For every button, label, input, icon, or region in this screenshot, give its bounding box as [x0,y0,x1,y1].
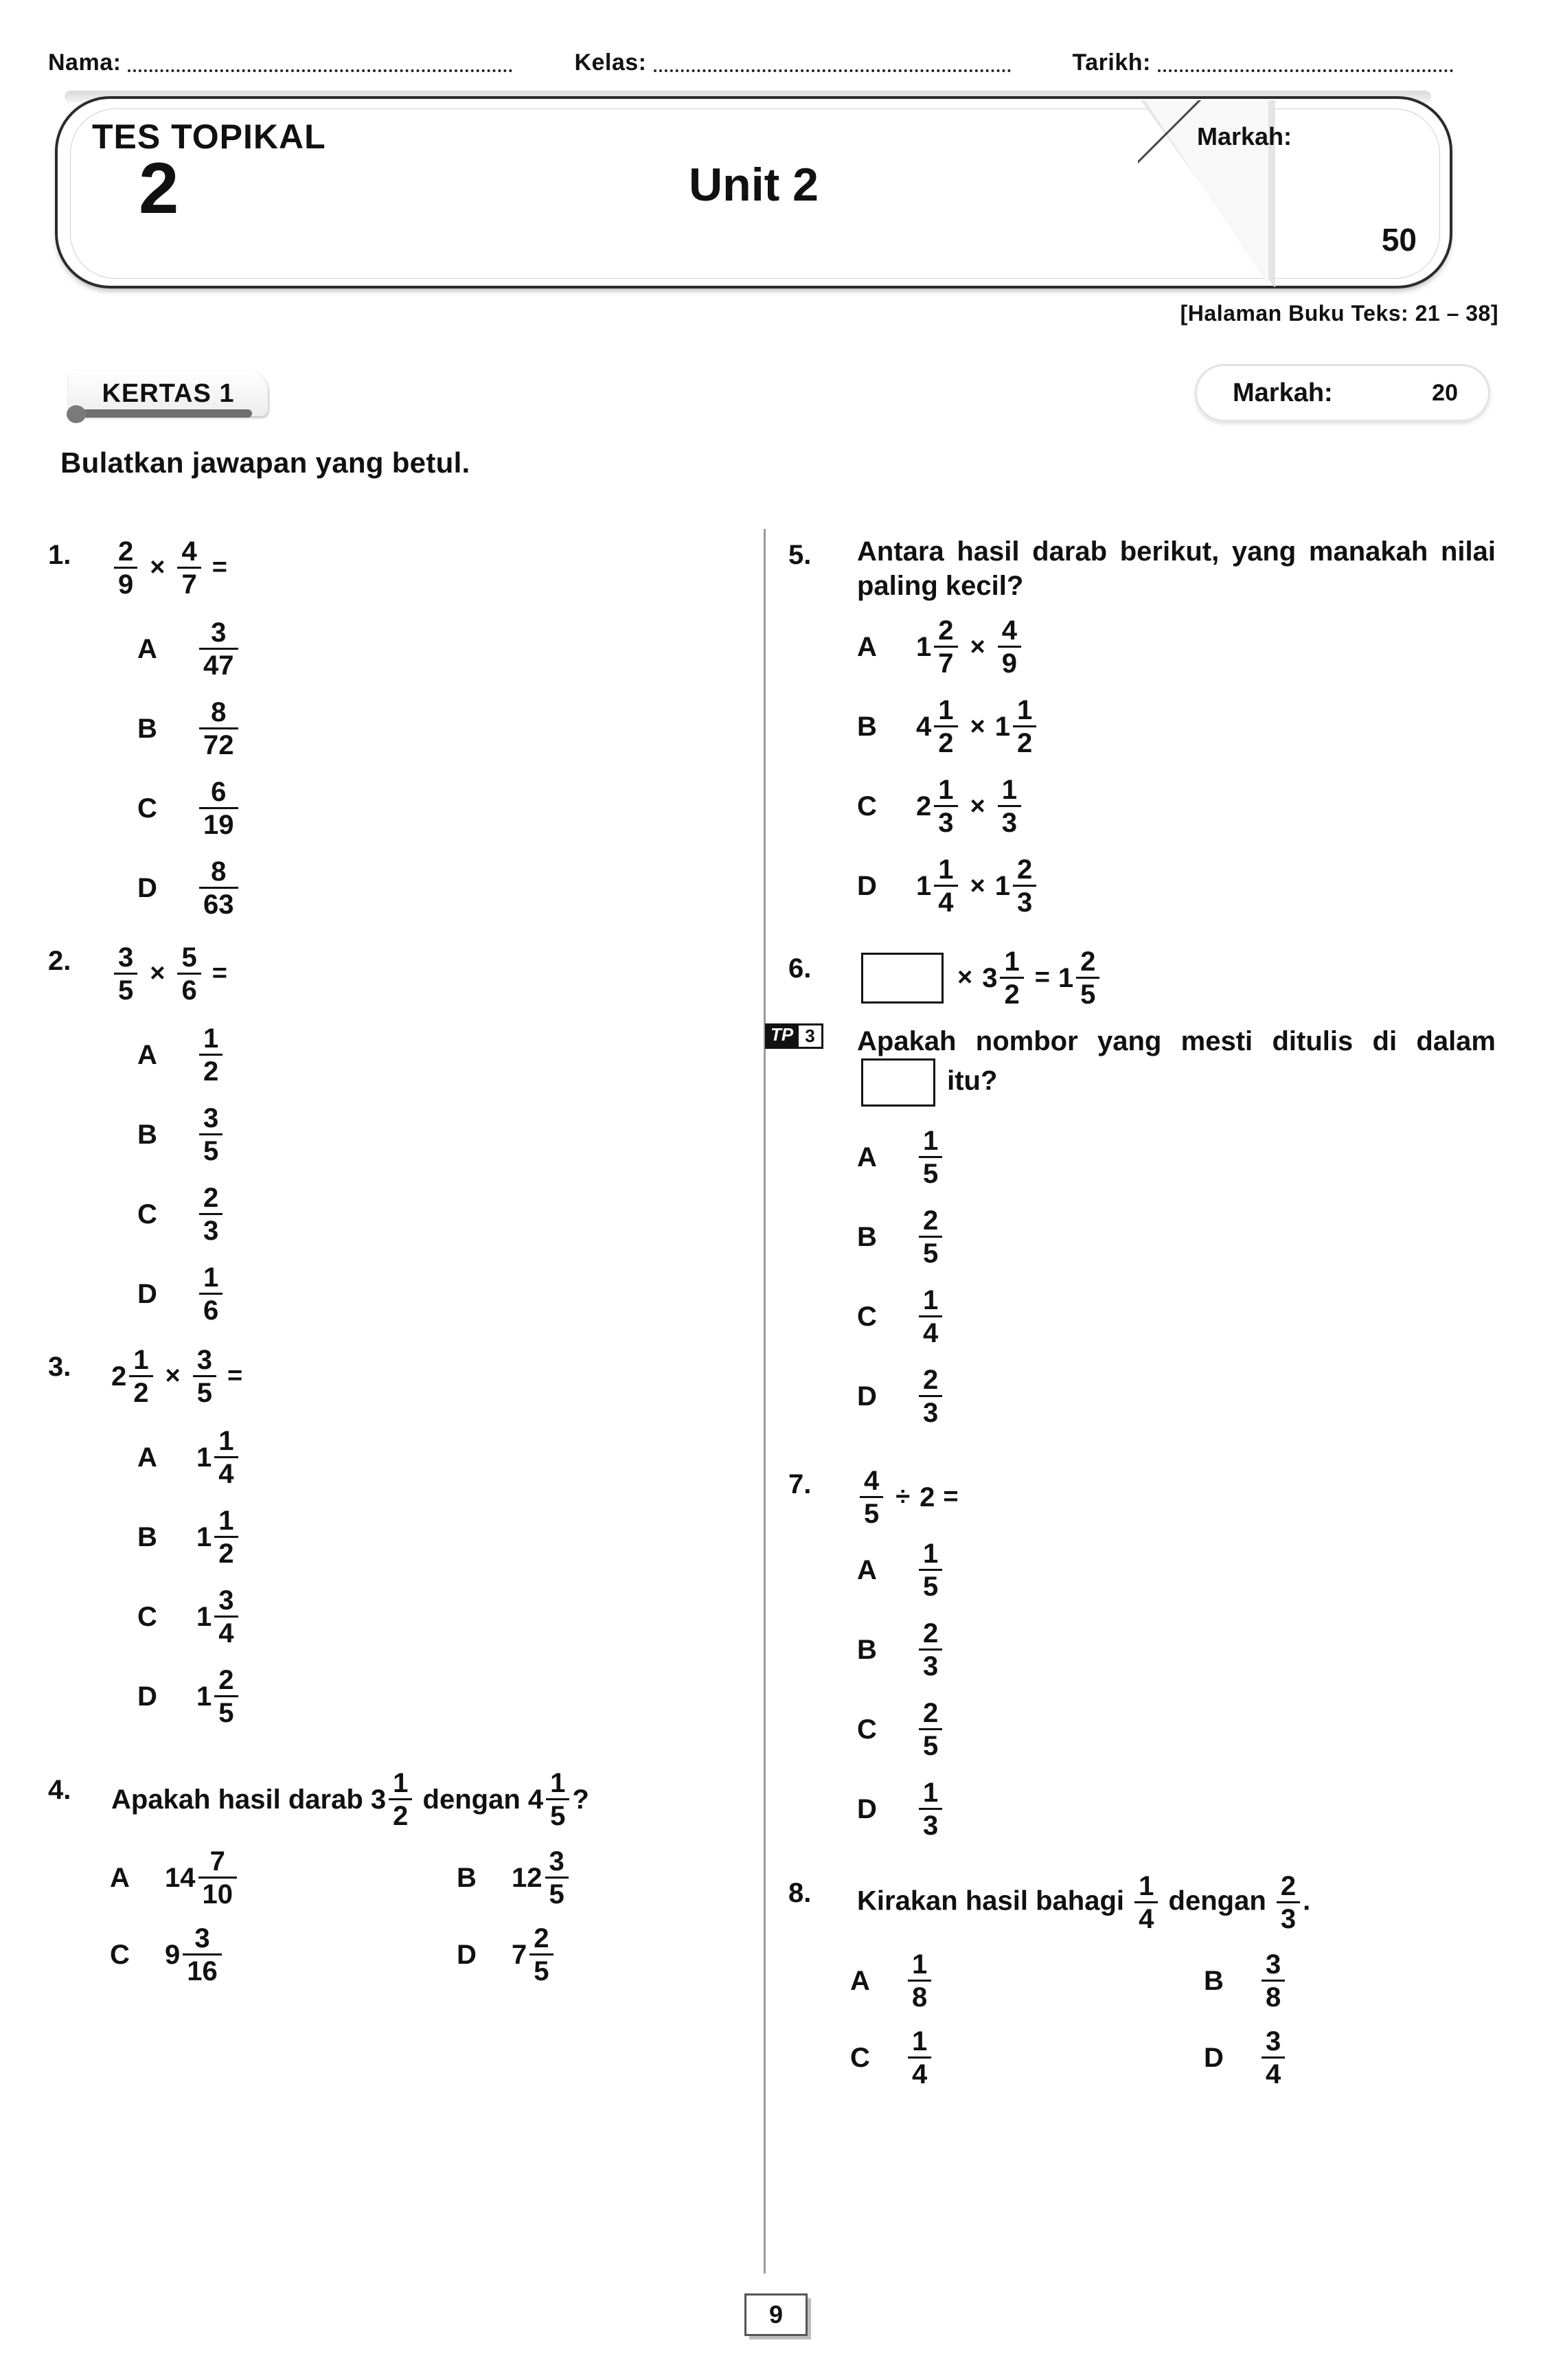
banner-markah-label: Markah: [1196,122,1292,150]
question-2-stem [111,935,742,1004]
q1-operand-b: $\frac{4}{7}$ [177,538,201,598]
student-info-row [48,49,1497,76]
q7-operand-b: 2 [920,1482,935,1512]
q8-text-after: . [1303,1885,1311,1916]
q6-answer-blank-box[interactable] [861,953,944,1004]
q8-fraction-2: $\frac{2}{3}$ [1277,1872,1300,1933]
question-6-option-d[interactable]: D $\frac{2}{3}$ [788,1357,1496,1436]
textbook-page-reference: [Halaman Buku Teks: 21 – 38] [1180,301,1498,326]
question-6-option-c[interactable]: C $\frac{1}{4}$ [788,1277,1496,1357]
kelas-input-line[interactable] [654,69,1011,72]
paper-tab-label: KERTAS 1 [102,378,235,408]
question-8-stem [857,1867,1496,1933]
test-banner [55,96,1452,288]
question-4-option-d[interactable]: D 7 $\frac{2}{5}$ [395,1919,742,1991]
question-7-stem [857,1458,1496,1528]
nama-input-line[interactable] [128,69,512,72]
question-1-stem [111,529,742,598]
question-5-option-d[interactable]: D 1 $\frac{1}{4}$ × 1 $\frac{2}{3}$ [788,846,1496,926]
question-8-option-b[interactable]: B $\frac{3}{8}$ [1142,1945,1496,2017]
q6-inline-blank-box[interactable] [861,1058,935,1107]
nama-label: Nama: [48,49,122,76]
question-4-stem [111,1764,742,1830]
question-4 [48,1764,742,1991]
question-7-option-c[interactable]: C $\frac{2}{5}$ [788,1690,1496,1769]
q8-text-before: Kirakan hasil bahagi [857,1885,1125,1916]
question-6-number: 6. [788,953,812,984]
left-question-column [48,529,742,1997]
question-7-option-a[interactable]: A $\frac{1}{5}$ [788,1530,1496,1610]
question-2-options [48,1015,742,1334]
q6-prompt-after: itu? [947,1065,998,1096]
question-5-option-b[interactable]: B 4 $\frac{1}{2}$ × 1 $\frac{1}{2}$ [788,687,1496,767]
question-5-number: 5. [788,540,812,570]
question-8-option-c[interactable]: C $\frac{1}{4}$ [788,2022,1142,2094]
page-peel-decoration [1138,100,1447,287]
q2-operand-a: $\frac{3}{5}$ [114,944,137,1004]
question-7-number: 7. [788,1469,812,1499]
paper-markah-label: Markah: [1233,378,1333,407]
question-8-option-a[interactable]: A $\frac{1}{8}$ [788,1945,1142,2017]
question-1-option-b[interactable]: B $\frac{8}{72}$ [48,689,742,769]
column-divider [764,529,766,2274]
q8-text-middle: dengan [1168,1885,1266,1916]
question-1-option-c[interactable]: C $\frac{6}{19}$ [48,769,742,848]
q4-text-before: Apakah hasil darab [111,1784,363,1815]
unit-title: Unit 2 [689,159,819,211]
question-3-option-a[interactable]: A 1 $\frac{1}{4}$ [48,1418,742,1497]
question-8-number: 8. [788,1878,812,1908]
q4-fraction-1: 3 $\frac{1}{2}$ [371,1769,415,1830]
question-7 [788,1458,1496,1849]
question-6-prompt [857,1019,1496,1107]
question-3-option-b[interactable]: B 1 $\frac{1}{2}$ [48,1497,742,1577]
question-5 [788,529,1496,926]
question-6-option-b[interactable]: B $\frac{2}{5}$ [788,1197,1496,1277]
q4-text-after: ? [572,1784,589,1815]
question-3 [48,1341,742,1736]
right-question-column [771,529,1496,2100]
question-6-option-a[interactable]: A $\frac{1}{5}$ [788,1118,1496,1197]
q3-operand-a: 2 $\frac{1}{2}$ [111,1346,156,1407]
question-5-option-c[interactable]: C 2 $\frac{1}{3}$ × $\frac{1}{3}$ [788,767,1496,846]
question-8 [788,1867,1496,2094]
question-2-number: 2. [48,946,71,976]
q2-operand-b: $\frac{5}{6}$ [177,944,201,1004]
tp-badge-label: TP [765,1023,799,1049]
q8-fraction-1: $\frac{1}{4}$ [1134,1872,1158,1933]
question-8-options [788,1945,1496,2094]
question-1-option-a[interactable]: A $\frac{3}{47}$ [48,609,742,689]
question-5-options [788,607,1496,926]
q2-equals: = [212,959,227,988]
q7-operator: ÷ [895,1482,911,1512]
question-5-option-a[interactable]: A 1 $\frac{2}{7}$ × $\frac{4}{9}$ [788,607,1496,687]
question-1-option-d[interactable]: D $\frac{8}{63}$ [48,848,742,928]
question-5-stem: Antara hasil darab berikut, yang manakah nilai paling kecil? [857,536,1496,601]
question-3-option-d[interactable]: D 1 $\frac{2}{5}$ [48,1657,742,1736]
tp-badge-level: 3 [797,1023,823,1049]
question-3-option-c[interactable]: C 1 $\frac{3}{4}$ [48,1577,742,1657]
q7-equals: = [943,1482,959,1512]
q3-operand-b: $\frac{3}{5}$ [193,1346,216,1407]
paper-tab-curl-decoration [65,404,264,422]
question-4-number: 4. [48,1775,71,1805]
question-3-number: 3. [48,1352,71,1382]
q4-fraction-2: 4 $\frac{1}{5}$ [528,1769,573,1830]
kelas-label: Kelas: [574,49,647,76]
question-1 [48,529,742,928]
question-7-options [788,1530,1496,1849]
q4-text-middle: dengan [422,1784,521,1815]
question-4-option-a[interactable]: A 14 $\frac{7}{10}$ [48,1842,395,1914]
question-2-option-b[interactable]: B $\frac{3}{5}$ [48,1095,742,1175]
question-3-options [48,1418,742,1736]
q3-operator: × [165,1361,181,1391]
question-2-option-d[interactable]: D $\frac{1}{6}$ [48,1254,742,1334]
tarikh-input-line[interactable] [1158,69,1453,72]
q7-operand-a: $\frac{4}{5}$ [860,1467,883,1528]
banner-markah-total: 50 [1381,222,1417,258]
paper-markah-box [1195,364,1490,422]
q6-prompt-before: Apakah nombor yang mesti ditulis di dalam [857,1026,1496,1056]
question-2 [48,935,742,1334]
question-8-option-d[interactable]: D $\frac{3}{4}$ [1142,2022,1496,2094]
curl-dot [67,405,86,423]
q1-operand-a: $\frac{2}{9}$ [114,538,137,598]
curl-bar [80,409,252,418]
q3-equals: = [227,1361,243,1391]
q2-operator: × [150,959,166,988]
q1-equals: = [212,553,227,582]
question-4-options [48,1842,742,1991]
question-1-number: 1. [48,540,71,570]
test-label: TES TOPIKAL [92,117,326,156]
question-3-stem [111,1341,742,1407]
question-1-options [48,609,742,928]
page-number: 9 [744,2293,808,2336]
paper-markah-total: 20 [1432,379,1458,406]
question-7-option-b[interactable]: B $\frac{2}{3}$ [788,1610,1496,1690]
q1-operator: × [150,553,166,582]
tp-level-badge [765,1023,823,1049]
question-4-option-b[interactable]: B 12 $\frac{3}{5}$ [395,1842,742,1914]
question-6-options [788,1118,1496,1436]
question-4-option-c[interactable]: C 9 $\frac{3}{16}$ [48,1919,395,1991]
question-6-equation: × 3 $\frac{1}{2}$ = 1 $\frac{2}{5}$ [857,942,1496,1012]
test-number: 2 [139,148,179,229]
paper-instruction: Bulatkan jawapan yang betul. [60,446,470,479]
tarikh-label: Tarikh: [1072,49,1151,76]
question-7-option-d[interactable]: D $\frac{1}{3}$ [788,1769,1496,1849]
question-2-option-a[interactable]: A $\frac{1}{2}$ [48,1015,742,1095]
question-2-option-c[interactable]: C $\frac{2}{3}$ [48,1175,742,1254]
question-6 [771,942,1496,1436]
